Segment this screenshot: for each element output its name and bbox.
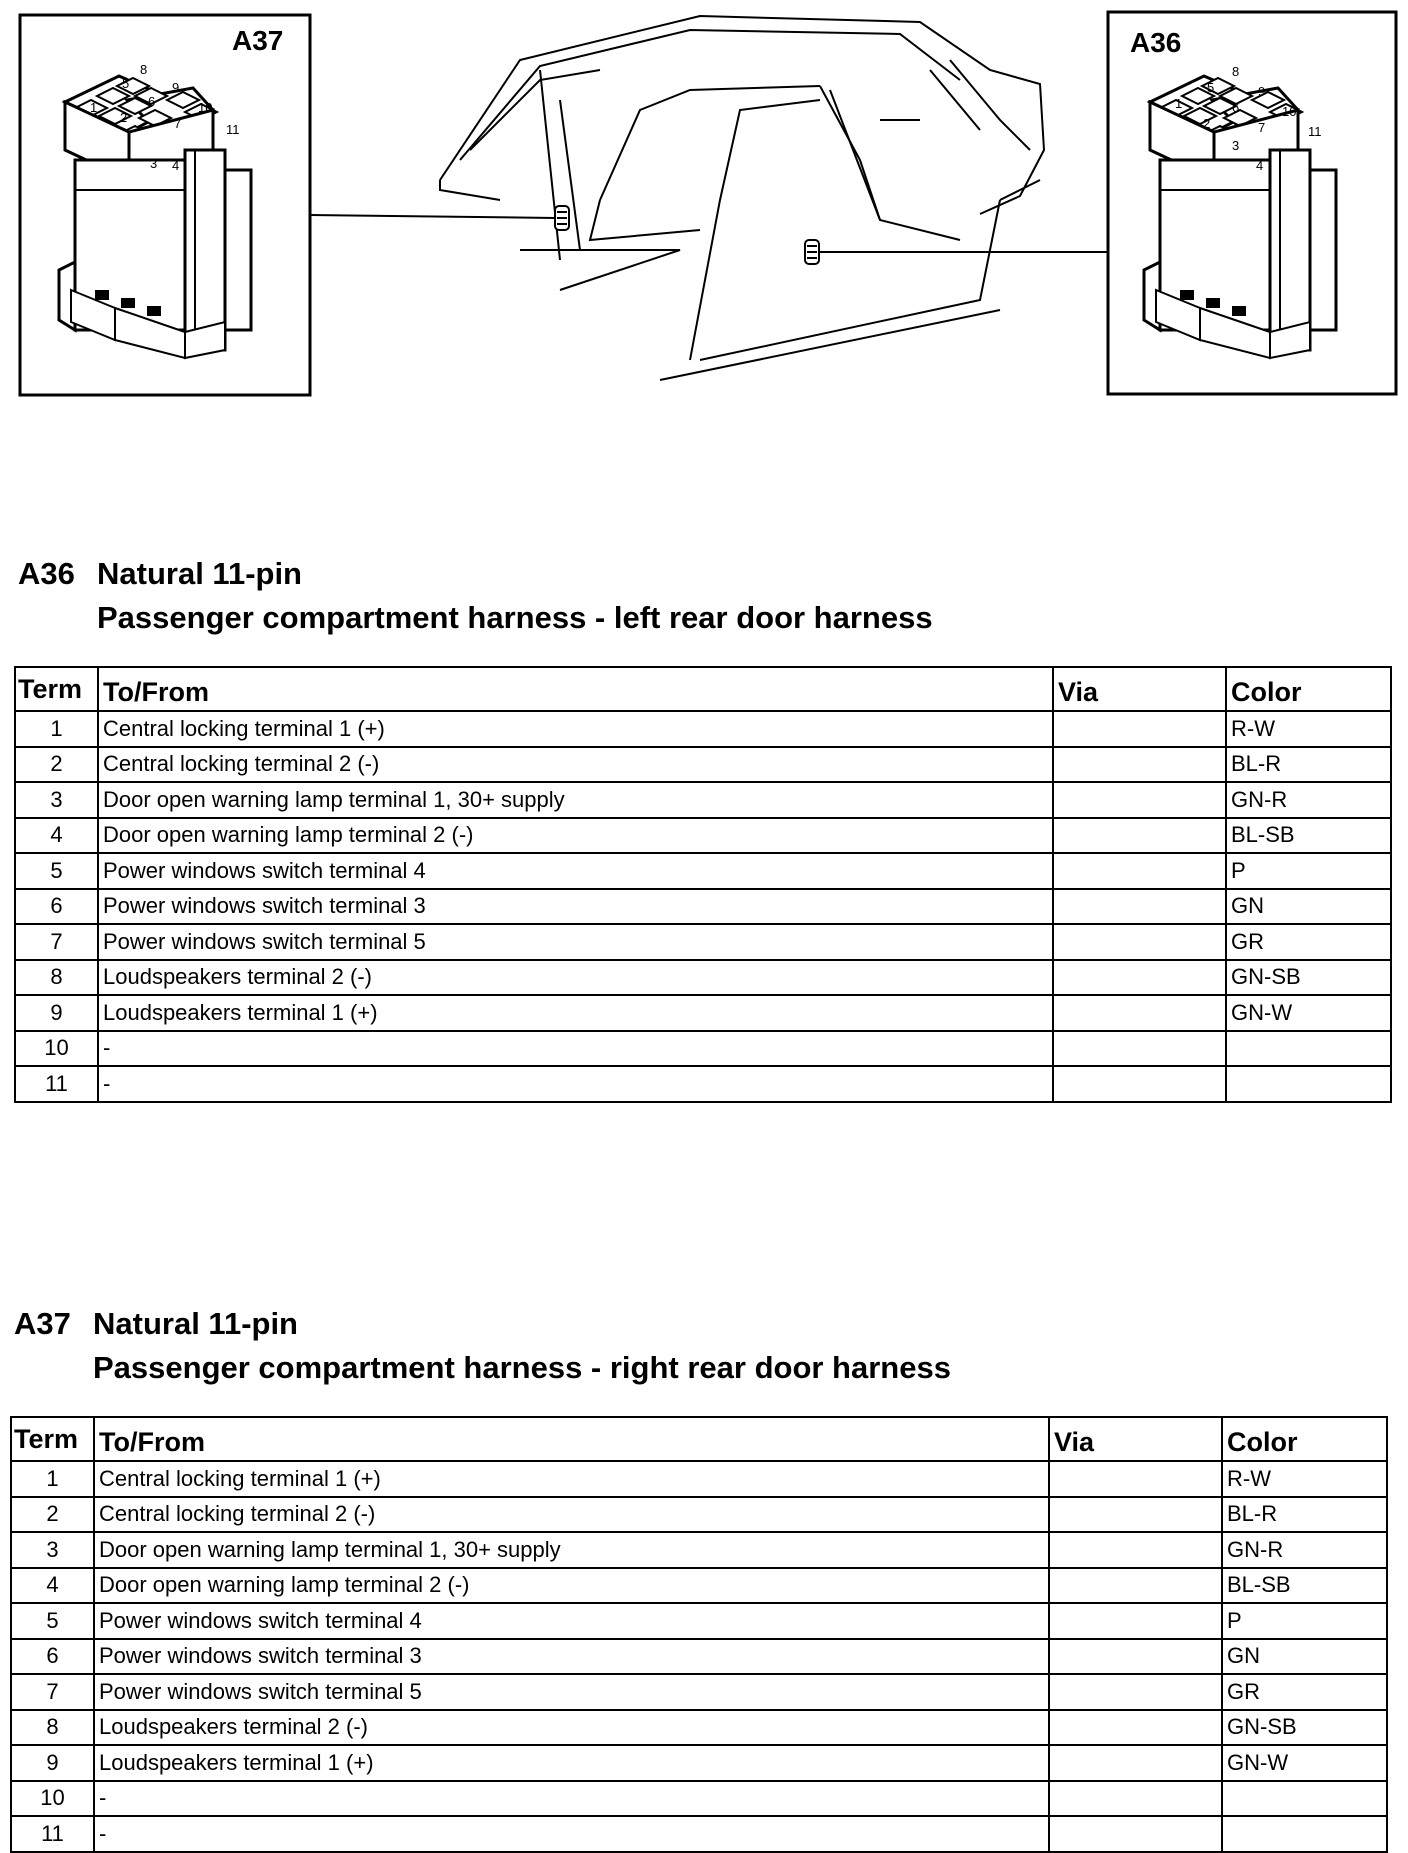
table-row <box>11 1532 1387 1568</box>
term-cell: 7 <box>15 924 98 960</box>
via-cell <box>1053 960 1226 996</box>
a36-type: Natural 11-pin <box>97 556 302 591</box>
tofrom-cell: Central locking terminal 1 (+) <box>98 711 1053 747</box>
via-cell <box>1049 1568 1222 1604</box>
table-row <box>15 1031 1391 1067</box>
table-row <box>15 889 1391 925</box>
table-row <box>15 782 1391 818</box>
col-tofrom-header: To/From <box>98 667 1053 711</box>
color-cell: GN-R <box>1222 1532 1387 1568</box>
tofrom-cell: Power windows switch terminal 5 <box>94 1674 1049 1710</box>
svg-text:6: 6 <box>1232 100 1240 115</box>
color-cell: GR <box>1222 1674 1387 1710</box>
term-cell: 11 <box>15 1066 98 1102</box>
via-cell <box>1053 1066 1226 1102</box>
tofrom-cell: - <box>98 1066 1053 1102</box>
connector-location-diagram <box>0 0 1408 420</box>
via-cell <box>1049 1674 1222 1710</box>
table-row <box>11 1816 1387 1852</box>
tofrom-cell: Door open warning lamp terminal 1, 30+ supply <box>94 1532 1049 1568</box>
svg-text:5: 5 <box>1207 80 1215 95</box>
term-cell: 9 <box>15 995 98 1031</box>
via-cell <box>1049 1497 1222 1533</box>
term-cell: 5 <box>11 1603 94 1639</box>
tofrom-cell: Power windows switch terminal 3 <box>98 889 1053 925</box>
term-cell: 2 <box>11 1497 94 1533</box>
table-row <box>15 818 1391 854</box>
via-cell <box>1053 924 1226 960</box>
tofrom-cell: Door open warning lamp terminal 1, 30+ supply <box>98 782 1053 818</box>
left-connector-label: A37 <box>232 25 284 56</box>
term-cell: 7 <box>11 1674 94 1710</box>
color-cell: BL-R <box>1222 1497 1387 1533</box>
table-row <box>15 924 1391 960</box>
via-cell <box>1049 1745 1222 1781</box>
a37-subtitle: Passenger compartment harness - right rear door harness <box>93 1350 951 1385</box>
color-cell: BL-R <box>1226 747 1391 783</box>
tofrom-cell: Door open warning lamp terminal 2 (-) <box>98 818 1053 854</box>
term-cell: 6 <box>11 1639 94 1675</box>
table-row <box>11 1603 1387 1639</box>
via-cell <box>1053 995 1226 1031</box>
color-cell <box>1226 1066 1391 1102</box>
svg-text:1: 1 <box>90 100 98 115</box>
svg-text:8: 8 <box>140 62 148 77</box>
svg-text:4: 4 <box>1256 158 1264 173</box>
a37-type: Natural 11-pin <box>93 1306 298 1341</box>
color-cell: BL-SB <box>1222 1568 1387 1604</box>
svg-text:2: 2 <box>1203 116 1211 131</box>
col-via-header: Via <box>1053 667 1226 711</box>
svg-text:3: 3 <box>1232 138 1240 153</box>
table-row <box>11 1745 1387 1781</box>
right-connector-label: A36 <box>1130 27 1182 58</box>
via-cell <box>1053 782 1226 818</box>
via-cell <box>1053 853 1226 889</box>
table-row <box>15 1066 1391 1102</box>
tofrom-cell: Loudspeakers terminal 1 (+) <box>94 1745 1049 1781</box>
table-row <box>11 1781 1387 1817</box>
term-cell: 3 <box>15 782 98 818</box>
tofrom-cell: Central locking terminal 1 (+) <box>94 1461 1049 1497</box>
table-row <box>15 960 1391 996</box>
table-row <box>15 853 1391 889</box>
color-cell: GN-SB <box>1222 1710 1387 1746</box>
tofrom-cell: Power windows switch terminal 3 <box>94 1639 1049 1675</box>
col-tofrom-header: To/From <box>94 1417 1049 1461</box>
col-via-header: Via <box>1049 1417 1222 1461</box>
via-cell <box>1049 1603 1222 1639</box>
term-cell: 6 <box>15 889 98 925</box>
color-cell: P <box>1226 853 1391 889</box>
term-cell: 8 <box>15 960 98 996</box>
color-cell: R-W <box>1222 1461 1387 1497</box>
table-row <box>11 1568 1387 1604</box>
color-cell <box>1226 1031 1391 1067</box>
tofrom-cell: Central locking terminal 2 (-) <box>98 747 1053 783</box>
tofrom-cell: - <box>94 1781 1049 1817</box>
tofrom-cell: Door open warning lamp terminal 2 (-) <box>94 1568 1049 1604</box>
via-cell <box>1049 1639 1222 1675</box>
table-row <box>11 1497 1387 1533</box>
via-cell <box>1049 1710 1222 1746</box>
a36-subtitle: Passenger compartment harness - left rear door harness <box>97 600 933 635</box>
svg-text:2: 2 <box>120 110 128 125</box>
table-row <box>11 1710 1387 1746</box>
term-cell: 9 <box>11 1745 94 1781</box>
term-cell: 4 <box>15 818 98 854</box>
col-color-header: Color <box>1226 667 1391 711</box>
svg-text:5: 5 <box>122 76 130 91</box>
table-row <box>15 711 1391 747</box>
svg-text:6: 6 <box>148 94 156 109</box>
svg-text:7: 7 <box>1258 120 1266 135</box>
a36-id: A36 <box>18 556 75 591</box>
table-row <box>11 1461 1387 1497</box>
tofrom-cell: Power windows switch terminal 4 <box>98 853 1053 889</box>
color-cell: GN-R <box>1226 782 1391 818</box>
term-cell: 11 <box>11 1816 94 1852</box>
tofrom-cell: - <box>98 1031 1053 1067</box>
svg-text:9: 9 <box>1258 84 1266 99</box>
via-cell <box>1053 889 1226 925</box>
term-cell: 1 <box>15 711 98 747</box>
car-body-outline <box>440 16 1044 380</box>
tofrom-cell: Power windows switch terminal 4 <box>94 1603 1049 1639</box>
tofrom-cell: Loudspeakers terminal 2 (-) <box>94 1710 1049 1746</box>
via-cell <box>1049 1532 1222 1568</box>
svg-text:3: 3 <box>150 156 158 171</box>
term-cell: 3 <box>11 1532 94 1568</box>
tofrom-cell: Central locking terminal 2 (-) <box>94 1497 1049 1533</box>
via-cell <box>1049 1461 1222 1497</box>
a36-pin-table <box>14 666 1392 1103</box>
term-cell: 1 <box>11 1461 94 1497</box>
term-cell: 5 <box>15 853 98 889</box>
color-cell: GN-SB <box>1226 960 1391 996</box>
a37-leader-line <box>310 215 556 218</box>
a36-heading <box>18 556 302 592</box>
term-cell: 8 <box>11 1710 94 1746</box>
via-cell <box>1049 1781 1222 1817</box>
term-cell: 10 <box>11 1781 94 1817</box>
color-cell <box>1222 1816 1387 1852</box>
term-cell: 2 <box>15 747 98 783</box>
svg-text:11: 11 <box>226 122 240 137</box>
col-color-header: Color <box>1222 1417 1387 1461</box>
color-cell: BL-SB <box>1226 818 1391 854</box>
table-row <box>11 1639 1387 1675</box>
svg-text:10: 10 <box>198 100 213 115</box>
color-cell: R-W <box>1226 711 1391 747</box>
color-cell: GN <box>1226 889 1391 925</box>
color-cell: GR <box>1226 924 1391 960</box>
a37-heading <box>14 1306 298 1342</box>
svg-text:4: 4 <box>172 158 180 173</box>
table-row <box>11 1674 1387 1710</box>
table-header-row <box>15 667 1391 711</box>
term-cell: 10 <box>15 1031 98 1067</box>
svg-text:10: 10 <box>1282 104 1297 119</box>
via-cell <box>1053 818 1226 854</box>
col-term-header: Term <box>15 667 98 711</box>
color-cell: GN-W <box>1222 1745 1387 1781</box>
color-cell: GN-W <box>1226 995 1391 1031</box>
color-cell <box>1222 1781 1387 1817</box>
a37-id: A37 <box>14 1306 71 1341</box>
term-cell: 4 <box>11 1568 94 1604</box>
tofrom-cell: Power windows switch terminal 5 <box>98 924 1053 960</box>
color-cell: P <box>1222 1603 1387 1639</box>
via-cell <box>1053 1031 1226 1067</box>
svg-text:11: 11 <box>1308 124 1322 139</box>
svg-text:9: 9 <box>172 80 180 95</box>
table-row <box>15 995 1391 1031</box>
via-cell <box>1053 747 1226 783</box>
via-cell <box>1049 1816 1222 1852</box>
color-cell: GN <box>1222 1639 1387 1675</box>
via-cell <box>1053 711 1226 747</box>
col-term-header: Term <box>11 1417 94 1461</box>
tofrom-cell: Loudspeakers terminal 1 (+) <box>98 995 1053 1031</box>
table-row <box>15 747 1391 783</box>
svg-text:7: 7 <box>174 116 182 131</box>
table-header-row <box>11 1417 1387 1461</box>
tofrom-cell: Loudspeakers terminal 2 (-) <box>98 960 1053 996</box>
svg-text:8: 8 <box>1232 64 1240 79</box>
a37-pin-table <box>10 1416 1388 1853</box>
tofrom-cell: - <box>94 1816 1049 1852</box>
svg-text:1: 1 <box>1175 96 1183 111</box>
